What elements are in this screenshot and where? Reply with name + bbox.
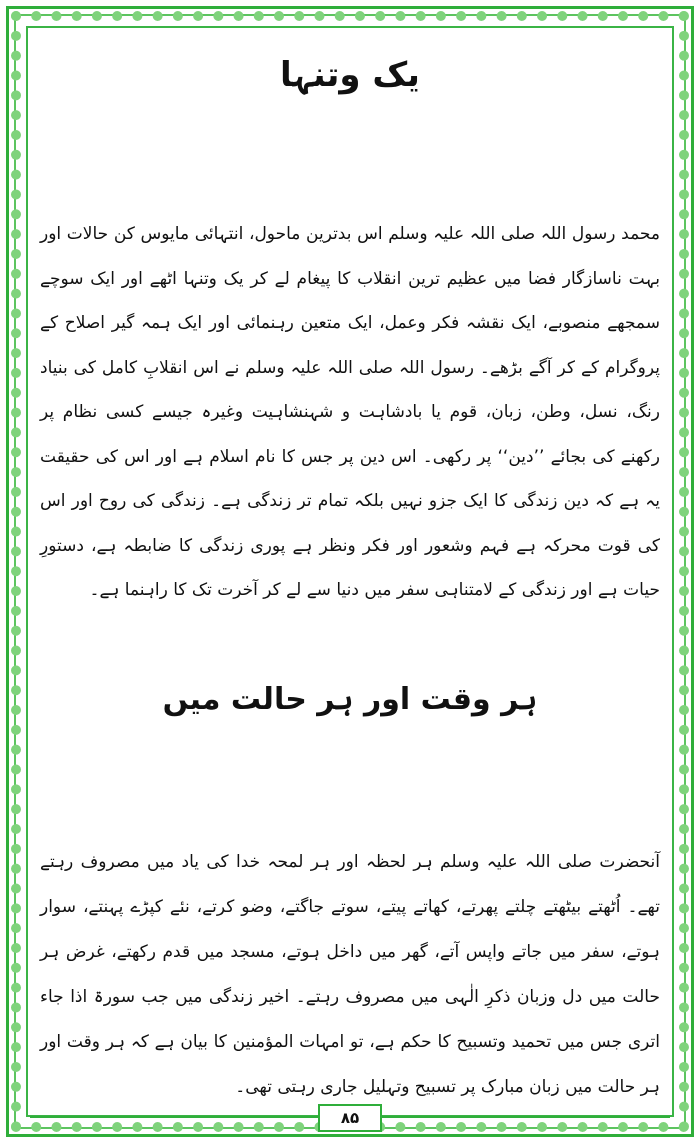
section-title-alone: یک وتنہا — [280, 55, 420, 95]
page-number: ۸۵ — [318, 1104, 382, 1132]
page-content — [40, 40, 660, 1100]
section-paragraph-alone: محمد رسول اللہ صلی اللہ علیہ وسلم اس بدترین ماحول، انتہائی مایوس کن حالات اور بہت ناسازگار فضا میں عظیم ترین انقلاب کا پیغام لے کر یک وتنہا اٹھے اور ایک سوچے سمجھے منصوبے، ایک نقشہ فکر وعمل، ایک متعین رہنمائی اور ایک ہمہ گیر اصلاح کے پروگرام کے کر آگے بڑھے۔ رسول اللہ صلی اللہ علیہ وسلم نے اس انقلابِ کامل کی بنیاد رنگ، نسل، وطن، زبان، قوم یا بادشاہت و شہنشاہیت وغیرہ جیسے کسی نظام پر رکھنے کی بجائے ’’دین‘‘ پر رکھی۔ اس دین پر جس کا نام اسلام ہے اور اس کی حقیقت یہ ہے کہ دین زندگی کا ایک جزو نہیں بلکہ تمام تر زندگی ہے۔ زندگی کی روح اور اس کی قوت محرکہ ہے فہم وشعور اور فکر ونظر ہے پوری زندگی کا ضابطہ ہے، دستورِ حیات ہے اور زندگی کے لامتناہی سفر میں دنیا سے لے کر آخرت تک کا راہنما ہے۔ — [40, 224, 660, 600]
section-paragraph-every-moment: آنحضرت صلی اللہ علیہ وسلم ہر لحظہ اور ہر لمحہ خدا کی یاد میں مصروف رہتے تھے۔ اُٹھتے بیٹھتے چلتے پھرتے، کھاتے پیتے، سوتے جاگتے، وضو کرتے، نئے کپڑے پہنتے، سوار ہوتے، سفر میں جاتے واپس آتے، گھر میں داخل ہوتے، مسجد میں قدم رکھتے، غرض ہر حالت میں دل وزبان ذکرِ الٰہی میں مصروف رہتے۔ اخیر زندگی میں جب سورۃ اذا جاء اتری جس میں تحمید وتسبیح کا حکم ہے، تو امہات المؤمنین کا بیان ہے کہ ہر وقت اور ہر حالت میں زبان مبارک پر تسبیح وتہلیل جاری رہتی تھی۔ — [40, 852, 660, 1097]
section-title-every-moment: ہر وقت اور ہر حالت میں — [162, 682, 538, 717]
